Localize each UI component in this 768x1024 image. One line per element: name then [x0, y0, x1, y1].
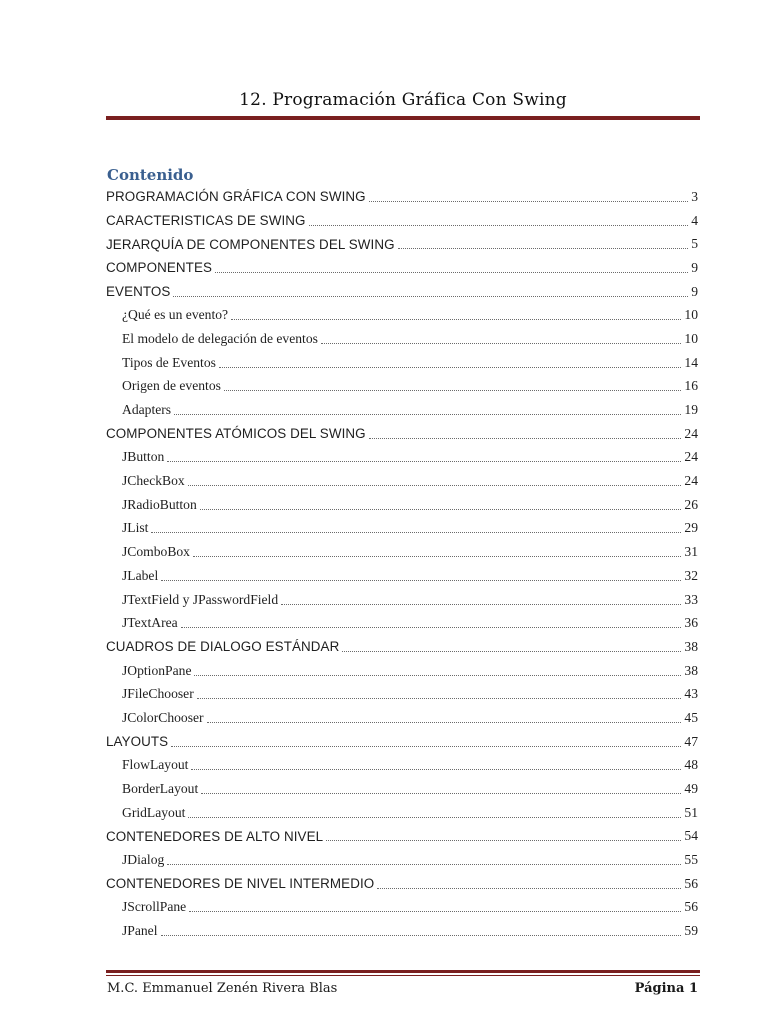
toc-dot-leader — [201, 793, 681, 794]
footer-rule-top — [106, 970, 700, 973]
toc-entry-page: 45 — [684, 709, 698, 725]
toc-dot-leader — [188, 817, 681, 818]
toc-entry[interactable] — [106, 422, 698, 446]
toc-entry-label: JERARQUÍA DE COMPONENTES DEL SWING — [106, 236, 395, 252]
toc-entry[interactable] — [106, 611, 698, 635]
toc-dot-leader — [167, 864, 681, 865]
table-of-contents — [106, 185, 698, 943]
toc-dot-leader — [188, 485, 682, 486]
toc-entry-page: 56 — [684, 875, 698, 891]
toc-dot-leader — [215, 272, 688, 273]
toc-entry-label: BorderLayout — [122, 781, 199, 797]
toc-entry-page: 14 — [684, 354, 698, 370]
toc-entry-page: 16 — [684, 378, 698, 394]
toc-dot-leader — [326, 840, 681, 841]
toc-entry-label: CONTENEDORES DE NIVEL INTERMEDIO — [106, 876, 375, 892]
toc-dot-leader — [342, 651, 681, 652]
toc-entry[interactable] — [106, 209, 698, 233]
toc-entry-page: 38 — [684, 662, 698, 678]
toc-entry[interactable] — [106, 280, 698, 304]
toc-entry-page: 26 — [684, 496, 698, 512]
toc-dot-leader — [321, 343, 681, 344]
toc-entry[interactable] — [106, 848, 698, 872]
toc-entry[interactable] — [106, 185, 698, 209]
toc-dot-leader — [398, 248, 689, 249]
toc-entry-label: EVENTOS — [106, 284, 171, 300]
toc-entry-label: JRadioButton — [122, 496, 197, 512]
toc-dot-leader — [224, 390, 682, 391]
toc-entry-label: JTextArea — [122, 615, 178, 631]
toc-entry[interactable] — [106, 351, 698, 375]
toc-entry-label: JPanel — [122, 923, 158, 939]
toc-dot-leader — [200, 509, 682, 510]
toc-entry[interactable] — [106, 493, 698, 517]
toc-entry-page: 55 — [684, 852, 698, 868]
toc-dot-leader — [377, 888, 681, 889]
toc-dot-leader — [309, 225, 689, 226]
toc-entry-page: 19 — [684, 402, 698, 418]
toc-entry-label: JFileChooser — [122, 686, 194, 702]
toc-entry[interactable] — [106, 588, 698, 612]
toc-heading: Contenido — [107, 166, 194, 184]
toc-entry-page: 24 — [684, 473, 698, 489]
toc-dot-leader — [181, 627, 682, 628]
toc-entry-label: CARACTERISTICAS DE SWING — [106, 213, 306, 229]
toc-dot-leader — [174, 414, 681, 415]
toc-entry-page: 31 — [684, 544, 698, 560]
toc-entry-page: 56 — [684, 899, 698, 915]
toc-entry[interactable] — [106, 919, 698, 943]
toc-entry-page: 24 — [684, 425, 698, 441]
toc-entry-label: JColorChooser — [122, 709, 204, 725]
toc-dot-leader — [193, 556, 681, 557]
toc-entry-page: 36 — [684, 615, 698, 631]
toc-dot-leader — [167, 461, 681, 462]
toc-entry-page: 9 — [691, 283, 698, 299]
toc-dot-leader — [207, 722, 682, 723]
toc-entry-label: GridLayout — [122, 804, 186, 820]
toc-entry-label: COMPONENTES ATÓMICOS DEL SWING — [106, 426, 366, 442]
toc-entry-label: PROGRAMACIÓN GRÁFICA CON SWING — [106, 189, 366, 205]
toc-entry-page: 29 — [684, 520, 698, 536]
toc-entry-page: 47 — [684, 733, 698, 749]
toc-dot-leader — [369, 438, 682, 439]
toc-entry-label: JTextField y JPasswordField — [122, 591, 279, 607]
toc-entry-page: 49 — [684, 781, 698, 797]
toc-entry-page: 32 — [684, 567, 698, 583]
toc-entry-page: 33 — [684, 591, 698, 607]
toc-entry-page: 10 — [684, 330, 698, 346]
toc-entry[interactable] — [106, 872, 698, 896]
footer-rule-bottom — [106, 975, 700, 976]
toc-entry-label: Tipos de Eventos — [122, 354, 216, 370]
toc-entry-label: ¿Qué es un evento? — [122, 307, 229, 323]
toc-dot-leader — [369, 201, 689, 202]
toc-entry[interactable] — [106, 232, 698, 256]
toc-entry-label: CUADROS DE DIALOGO ESTÁNDAR — [106, 639, 340, 655]
toc-entry-page: 4 — [691, 212, 698, 228]
toc-entry-label: LAYOUTS — [106, 734, 169, 750]
toc-entry-page: 38 — [684, 638, 698, 654]
toc-entry-label: El modelo de delegación de eventos — [122, 330, 318, 346]
toc-entry-label: JList — [122, 520, 149, 536]
toc-entry-label: JScrollPane — [122, 899, 187, 915]
toc-entry[interactable] — [106, 540, 698, 564]
toc-entry-label: Adapters — [122, 402, 172, 418]
toc-entry[interactable] — [106, 303, 698, 327]
toc-dot-leader — [281, 604, 681, 605]
toc-entry-page: 43 — [684, 686, 698, 702]
toc-dot-leader — [189, 911, 681, 912]
toc-entry[interactable] — [106, 730, 698, 754]
toc-entry-page: 5 — [691, 236, 698, 252]
toc-entry-label: JDialog — [122, 852, 165, 868]
toc-entry-page: 10 — [684, 307, 698, 323]
toc-dot-leader — [219, 367, 681, 368]
toc-entry[interactable] — [106, 327, 698, 351]
toc-entry-page: 48 — [684, 757, 698, 773]
toc-dot-leader — [231, 319, 681, 320]
toc-entry-page: 54 — [684, 828, 698, 844]
toc-entry[interactable] — [106, 682, 698, 706]
toc-dot-leader — [151, 532, 681, 533]
toc-dot-leader — [194, 675, 681, 676]
toc-entry-label: FlowLayout — [122, 757, 189, 773]
toc-entry-label: CONTENEDORES DE ALTO NIVEL — [106, 828, 324, 844]
toc-entry-label: JComboBox — [122, 544, 190, 560]
toc-dot-leader — [197, 698, 682, 699]
toc-entry[interactable] — [106, 801, 698, 825]
toc-entry[interactable] — [106, 896, 698, 920]
toc-dot-leader — [191, 769, 681, 770]
toc-dot-leader — [161, 935, 682, 936]
title-rule — [106, 116, 700, 120]
toc-entry[interactable] — [106, 635, 698, 659]
toc-entry[interactable] — [106, 706, 698, 730]
toc-entry-page: 51 — [684, 804, 698, 820]
toc-entry-page: 24 — [684, 449, 698, 465]
toc-entry-label: JButton — [122, 449, 165, 465]
toc-entry-label: JLabel — [122, 567, 159, 583]
toc-entry[interactable] — [106, 777, 698, 801]
toc-entry-page: 59 — [684, 923, 698, 939]
toc-entry[interactable] — [106, 825, 698, 849]
toc-entry-page: 3 — [691, 188, 698, 204]
footer-author: M.C. Emmanuel Zenén Rivera Blas — [107, 981, 338, 996]
footer-page-number: Página 1 — [634, 981, 698, 996]
toc-entry[interactable] — [106, 375, 698, 399]
toc-entry-label: JOptionPane — [122, 662, 192, 678]
toc-entry[interactable] — [106, 564, 698, 588]
toc-entry[interactable] — [106, 256, 698, 280]
toc-dot-leader — [161, 580, 681, 581]
toc-dot-leader — [171, 746, 681, 747]
toc-entry-label: COMPONENTES — [106, 260, 213, 276]
toc-entry[interactable] — [106, 754, 698, 778]
toc-entry[interactable] — [106, 469, 698, 493]
toc-entry[interactable] — [106, 517, 698, 541]
toc-dot-leader — [173, 296, 688, 297]
page-title: 12. Programación Gráfica Con Swing — [239, 90, 567, 110]
toc-entry-page: 9 — [691, 259, 698, 275]
toc-entry[interactable] — [106, 398, 698, 422]
toc-entry[interactable] — [106, 659, 698, 683]
toc-entry-label: JCheckBox — [122, 473, 185, 489]
toc-entry[interactable] — [106, 446, 698, 470]
toc-entry-label: Origen de eventos — [122, 378, 221, 394]
